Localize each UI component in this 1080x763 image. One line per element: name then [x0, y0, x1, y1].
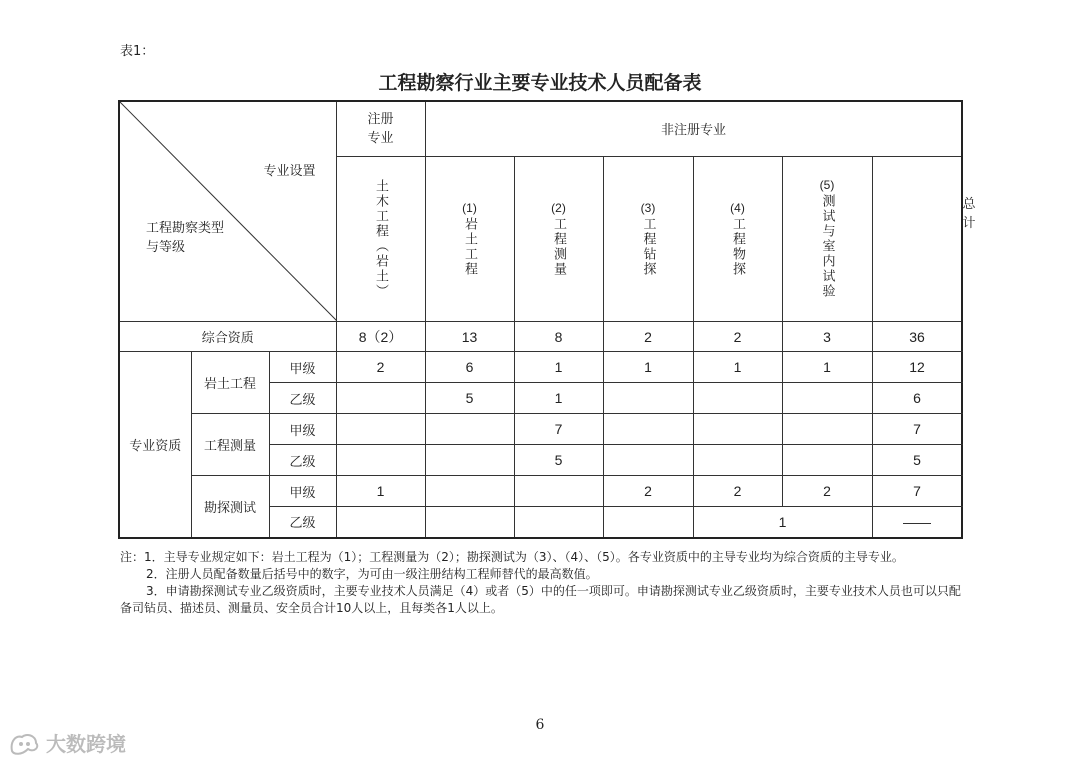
comprehensive-value: 13	[425, 322, 514, 352]
cell-value	[336, 507, 425, 538]
watermark: 大数跨境	[8, 728, 126, 757]
note-2: 2．注册人员配备数量后括号中的数字，为可由一级注册结构工程师替代的最高数值。	[146, 567, 598, 581]
cell-value	[603, 507, 693, 538]
cell-value	[514, 507, 603, 538]
cell-value: 1	[336, 476, 425, 507]
comprehensive-value: 3	[782, 322, 872, 352]
column-number: (4)	[730, 200, 745, 215]
cell-value: 5	[425, 383, 514, 414]
column-name: 岩土工程	[462, 216, 477, 277]
cell-value	[782, 383, 872, 414]
diagonal-line	[120, 102, 337, 321]
cell-value	[782, 445, 872, 476]
cell-value	[693, 383, 782, 414]
cell-value: 7	[514, 414, 603, 445]
table-row	[119, 414, 962, 445]
cell-value	[782, 414, 872, 445]
comprehensive-value: 8	[514, 322, 603, 352]
cell-value	[336, 383, 425, 414]
cell-value: 6	[425, 352, 514, 383]
cell-value: 2	[336, 352, 425, 383]
page-title: 工程勘察行业主要专业技术人员配备表	[378, 72, 702, 94]
table-row	[119, 352, 962, 383]
group-name: 勘探测试	[191, 476, 269, 538]
cell-value	[425, 476, 514, 507]
column-header-4	[603, 156, 693, 321]
cell-value	[693, 445, 782, 476]
column-name: 工程测量	[551, 216, 566, 277]
diag-top-label: 专业设置	[263, 164, 316, 179]
column-name: 工程物探	[730, 216, 745, 277]
professional-label: 专业资质	[119, 352, 191, 538]
cell-value: 2	[782, 476, 872, 507]
column-header-5	[693, 156, 782, 321]
grade-label: 甲级	[269, 476, 336, 507]
diag-bottom-label-1: 工程勘察类型	[146, 221, 225, 236]
cell-value	[693, 414, 782, 445]
cell-value	[336, 445, 425, 476]
column-number: (3)	[640, 200, 656, 215]
comprehensive-value: 8（2）	[336, 322, 425, 352]
group-name: 工程测量	[191, 414, 269, 476]
page-number: 6	[535, 717, 545, 733]
comprehensive-label: 综合资质	[119, 322, 336, 352]
column-number: (5)	[819, 178, 835, 193]
column-name: 土木工程（岩土）	[373, 178, 388, 299]
cell-value: ——	[872, 507, 962, 538]
cell-value: 2	[603, 476, 693, 507]
grade-label: 乙级	[269, 383, 336, 414]
grade-label: 甲级	[269, 352, 336, 383]
column-header-1	[336, 156, 425, 321]
grade-label: 乙级	[269, 507, 336, 538]
comprehensive-value: 2	[603, 322, 693, 352]
cell-value: 2	[693, 476, 782, 507]
diag-bottom-label-2: 与等级	[146, 240, 186, 255]
cell-value	[425, 507, 514, 538]
cell-value: 12	[872, 352, 962, 383]
column-name: 测试与室内试验	[819, 194, 835, 300]
staffing-table: 专业设置 工程勘察类型 与等级 注册专业 非注册专业 总计 土木工程（岩土） (1) 岩土工程 (2) 工程测量 (3) 工程钻探 (4) 工程物探 (5) 测试与室内试验 综合资质 8（2） 13 8 2 2 3 36 专业资质 岩土工程 甲级 2 6 1 1 1 1 12 乙级 5 1 6 工程测量 甲级 7 7 乙级 5 5 勘探测试 甲级 1 2 2 2 7 乙级 1 ——	[118, 100, 963, 539]
column-header-2	[425, 156, 514, 321]
cell-value	[603, 445, 693, 476]
cell-value: 1	[693, 352, 782, 383]
column-name: 工程钻探	[640, 216, 656, 277]
cell-value: 6	[872, 383, 962, 414]
grade-label: 甲级	[269, 414, 336, 445]
cell-value	[336, 414, 425, 445]
note-1: 注：1．主导专业规定如下：岩土工程为（1）；工程测量为（2）；勘探测试为（3）、（4）、（5）。各专业资质中的主导专业均为综合资质的主导专业。	[120, 550, 904, 564]
cell-value	[603, 414, 693, 445]
column-header-6	[782, 156, 872, 321]
cell-value	[425, 445, 514, 476]
cell-value: 1	[782, 352, 872, 383]
cell-value: 1	[514, 352, 603, 383]
table-label: 表1：	[120, 44, 155, 59]
cell-value: 5	[872, 445, 962, 476]
cell-value: 7	[872, 414, 962, 445]
notes	[120, 549, 965, 617]
column-number: (2)	[551, 200, 566, 215]
grade-label: 乙级	[269, 445, 336, 476]
note-3: 3．申请勘探测试专业乙级资质时，主要专业技术人员满足（4）或者（5）中的任一项即可。申请勘探测试专业乙级资质时，主要专业技术人员也可以只配备司钻员、描述员、测量员、安全员合计10人以上，且每类各1人以上。	[120, 584, 961, 615]
cell-value: 1	[603, 352, 693, 383]
comprehensive-value: 36	[872, 322, 962, 352]
group-name: 岩土工程	[191, 352, 269, 414]
column-number: (1)	[462, 200, 477, 215]
column-header-3	[514, 156, 603, 321]
cell-value: 1	[514, 383, 603, 414]
watermark-logo-icon	[8, 731, 42, 755]
cell-value: 1	[693, 507, 872, 538]
cell-value	[425, 414, 514, 445]
table-row	[119, 476, 962, 507]
cell-value: 5	[514, 445, 603, 476]
diagonal-header-cell	[119, 101, 336, 322]
non-registered-header: 非注册专业	[425, 101, 962, 156]
comprehensive-value: 2	[693, 322, 782, 352]
cell-value	[603, 383, 693, 414]
cell-value	[514, 476, 603, 507]
registered-header: 注册专业	[336, 101, 425, 156]
cell-value: 7	[872, 476, 962, 507]
